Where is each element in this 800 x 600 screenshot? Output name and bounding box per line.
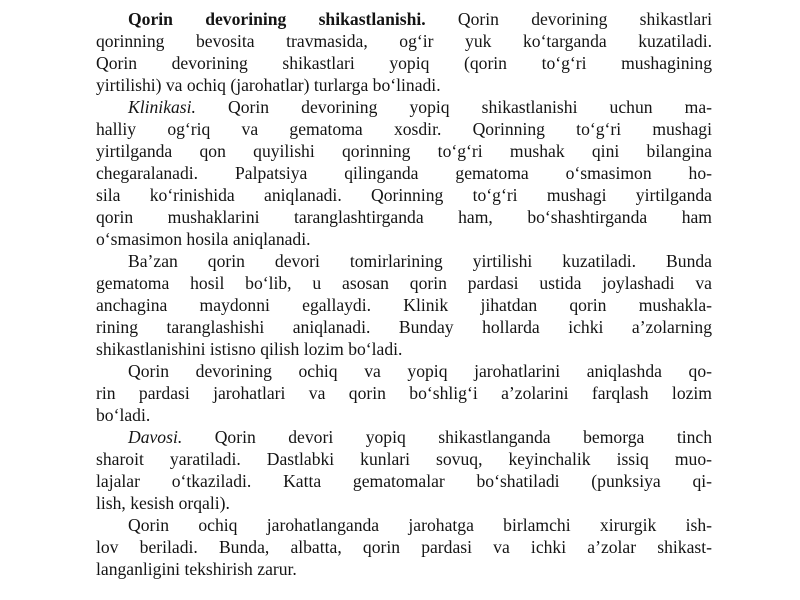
text-line: lajalar o‘tkaziladi. Katta gematomalar bo‘shatiladi (punksiya qi- [96, 471, 712, 491]
text-run: Qorin devorining shikastlari [425, 9, 712, 29]
text-line: bo‘ladi. [96, 405, 151, 425]
text-line [96, 96, 712, 118]
text-line: chegaralanadi. Palpatsiya qilinganda gematoma o‘smasimon ho- [96, 163, 712, 183]
text-line: Qorin devorining ochiq va yopiq jarohatlarini aniqlashda qo- [128, 361, 712, 381]
text-line [96, 426, 712, 448]
paragraph-open-closed-wounds [96, 360, 712, 426]
text-line: sila ko‘rinishida aniqlanadi. Qorinning to‘g‘ri mushagi yirtilganda [96, 185, 712, 205]
text-line: qorin mushaklarini taranglashtirganda ham, bo‘shashtirganda ham [96, 207, 712, 227]
text-line: yirtilganda qon quyilishi qorinning to‘g‘ri mushak qini bilangina [96, 141, 712, 161]
text-line: shikastlanishini istisno qilish lozim bo‘ladi. [96, 339, 403, 359]
text-line: rin pardasi jarohatlari va qorin bo‘shlig‘i a’zolarini farqlash lozim [96, 383, 712, 403]
text-line: lish, kesish orqali). [96, 493, 230, 513]
text-line: Qorin devorining shikastlari yopiq (qorin to‘g‘ri mushagining [96, 53, 712, 73]
text-line: anchagina maydonni egallaydi. Klinik jihatdan qorin mushakla- [96, 295, 712, 315]
paragraph-open-wound-treatment [96, 514, 712, 580]
text-run: Qorin devorining yopiq shikastlanishi uchun ma- [195, 97, 712, 117]
text-line: lov beriladi. Bunda, albatta, qorin pardasi va ichki a’zolar shikast- [96, 537, 712, 557]
paragraph-abdominal-wall-injury [96, 8, 712, 96]
paragraph-clinical [96, 96, 712, 250]
text-run: Qorin devori yopiq shikastlanganda bemorga tinch [182, 427, 712, 447]
text-line [96, 8, 712, 30]
text-line: rining taranglashishi aniqlanadi. Bunday hollarda ichki a’zolarning [96, 317, 712, 337]
text-line: Ba’zan qorin devori tomirlarining yirtilishi kuzatiladi. Bunda [128, 251, 712, 271]
text-line: halliy og‘riq va gematoma xosdir. Qorinning to‘g‘ri mushagi [96, 119, 712, 139]
text-line: yirtilishi) va ochiq (jarohatlar) turlarga bo‘linadi. [96, 75, 441, 95]
subsection-heading-clinical: Klinikasi. [128, 97, 196, 117]
paragraph-vessel-rupture [96, 250, 712, 360]
text-line: Qorin ochiq jarohatlanganda jarohatga birlamchi xirurgik ish- [128, 515, 712, 535]
section-heading: Qorin devorining shikastlanishi. [128, 9, 426, 29]
text-line: langanligini tekshirish zarur. [96, 559, 297, 579]
text-line: qorinning bevosita travmasida, og‘ir yuk ko‘targanda kuzatiladi. [96, 31, 712, 51]
paragraph-treatment [96, 426, 712, 514]
subsection-heading-treatment: Davosi. [128, 427, 183, 447]
document-page [96, 8, 712, 580]
text-line: o‘smasimon hosila aniqlanadi. [96, 229, 311, 249]
text-line: sharoit yaratiladi. Dastlabki kunlari sovuq, keyinchalik issiq muo- [96, 449, 712, 469]
text-line: gematoma hosil bo‘lib, u asosan qorin pardasi ustida joylashadi va [96, 273, 712, 293]
